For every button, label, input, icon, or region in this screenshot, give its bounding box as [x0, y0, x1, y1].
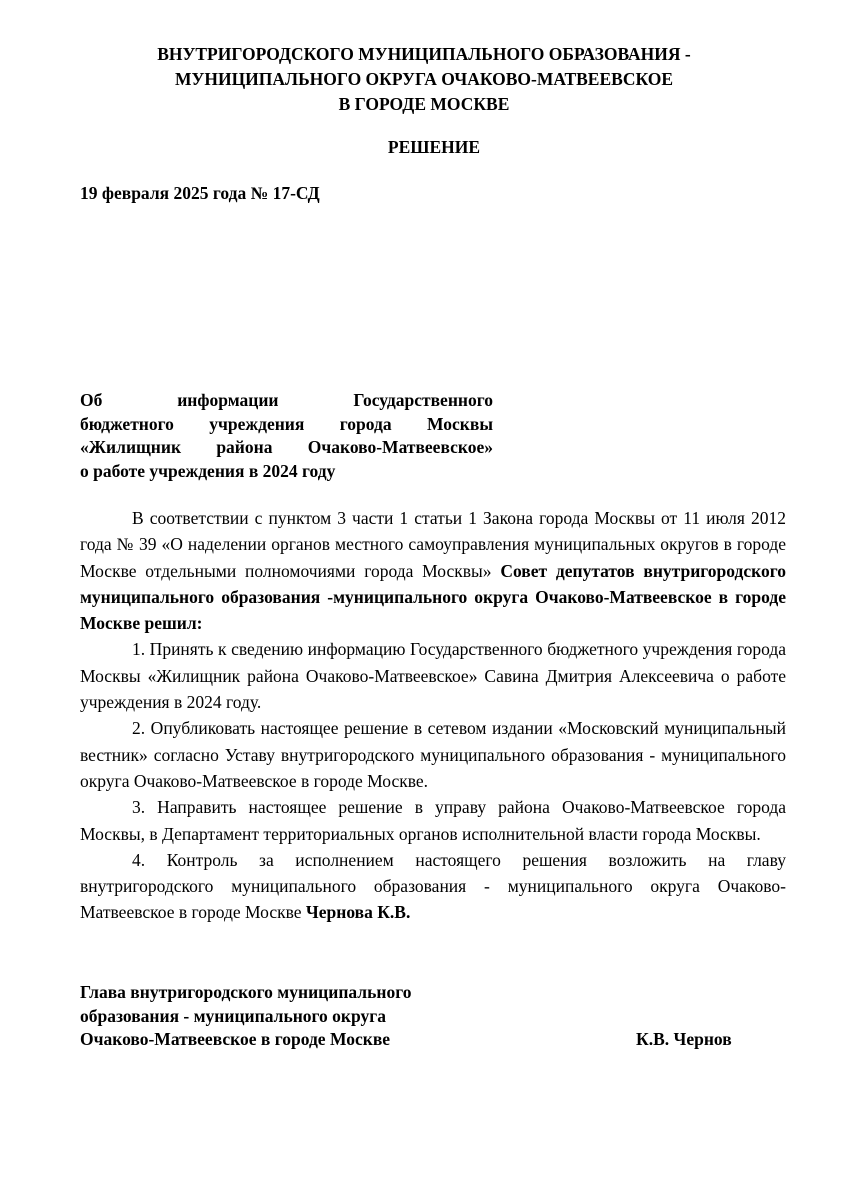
item4-bold: Чернова К.В.: [305, 902, 411, 923]
signature-line-3: Очаково-Матвеевское в городе Москве: [80, 1029, 391, 1049]
document-subject: [80, 389, 493, 483]
decision-item-2: 2. Опубликовать настоящее решение в сетевом издании «Московский муниципальный вестник» согласно Уставу внутригородского муниципального образования - муниципального округа Очаково-Матвеевское в городе Москве.: [80, 718, 786, 791]
preamble-paragraph: [80, 505, 786, 636]
signatory-name: К.В. Чернов: [636, 1029, 732, 1049]
header-line-3: В ГОРОДЕ МОСКВЕ: [338, 94, 510, 114]
signature-line-2: образования - муниципального округа: [80, 1005, 386, 1026]
preamble-bold: Совет депутатов внутригородского муниципального образования -муниципального округа Очаково-Матвеевское в городе Москве решил:: [80, 560, 786, 634]
document-body: [80, 505, 786, 926]
item4-text: 4. Контроль за исполнением настоящего решения возложить на главу внутригородского муниципального образования - муниципального округа Очаково-Матвеевское в городе Москве: [80, 849, 786, 923]
document-header: [0, 42, 848, 117]
subject-line-3: «Жилищник района Очаково-Матвеевское»: [80, 437, 493, 457]
subject-line-2: бюджетного учреждения города Москвы: [80, 413, 493, 434]
document-type: РЕШЕНИЕ: [387, 137, 481, 157]
decision-item-3: 3. Направить настоящее решение в управу района Очаково-Матвеевское города Москвы, в Департамент территориальных органов исполнительной власти города Москвы.: [80, 797, 786, 844]
signature-line-1: Глава внутригородского муниципального: [80, 982, 412, 1002]
preamble-text: В соответствии с пунктом 3 части 1 статьи 1 Закона города Москвы от 11 июля 2012 года № 39 «О наделении органов местного самоуправления муниципальных округов в городе Москве отдельными полномочиями города Москвы»: [80, 508, 786, 581]
date-and-number: 19 февраля 2025 года № 17-СД: [80, 183, 320, 203]
subject-line-4: о работе учреждения в 2024 году: [80, 460, 336, 481]
decision-item-4: [80, 847, 786, 926]
decision-item-1: 1. Принять к сведению информацию Государственного бюджетного учреждения города Москвы «Жилищник района Очаково-Матвеевское» Савина Дмитрия Алексеевича о работе учреждения в 2024 году.: [80, 639, 786, 713]
header-line-1: ВНУТРИГОРОДСКОГО МУНИЦИПАЛЬНОГО ОБРАЗОВАНИЯ -: [157, 44, 691, 64]
header-line-2: МУНИЦИПАЛЬНОГО ОКРУГА ОЧАКОВО-МАТВЕЕВСКОЕ: [174, 69, 673, 89]
subject-line-1: Об информации Государственного: [80, 390, 493, 410]
